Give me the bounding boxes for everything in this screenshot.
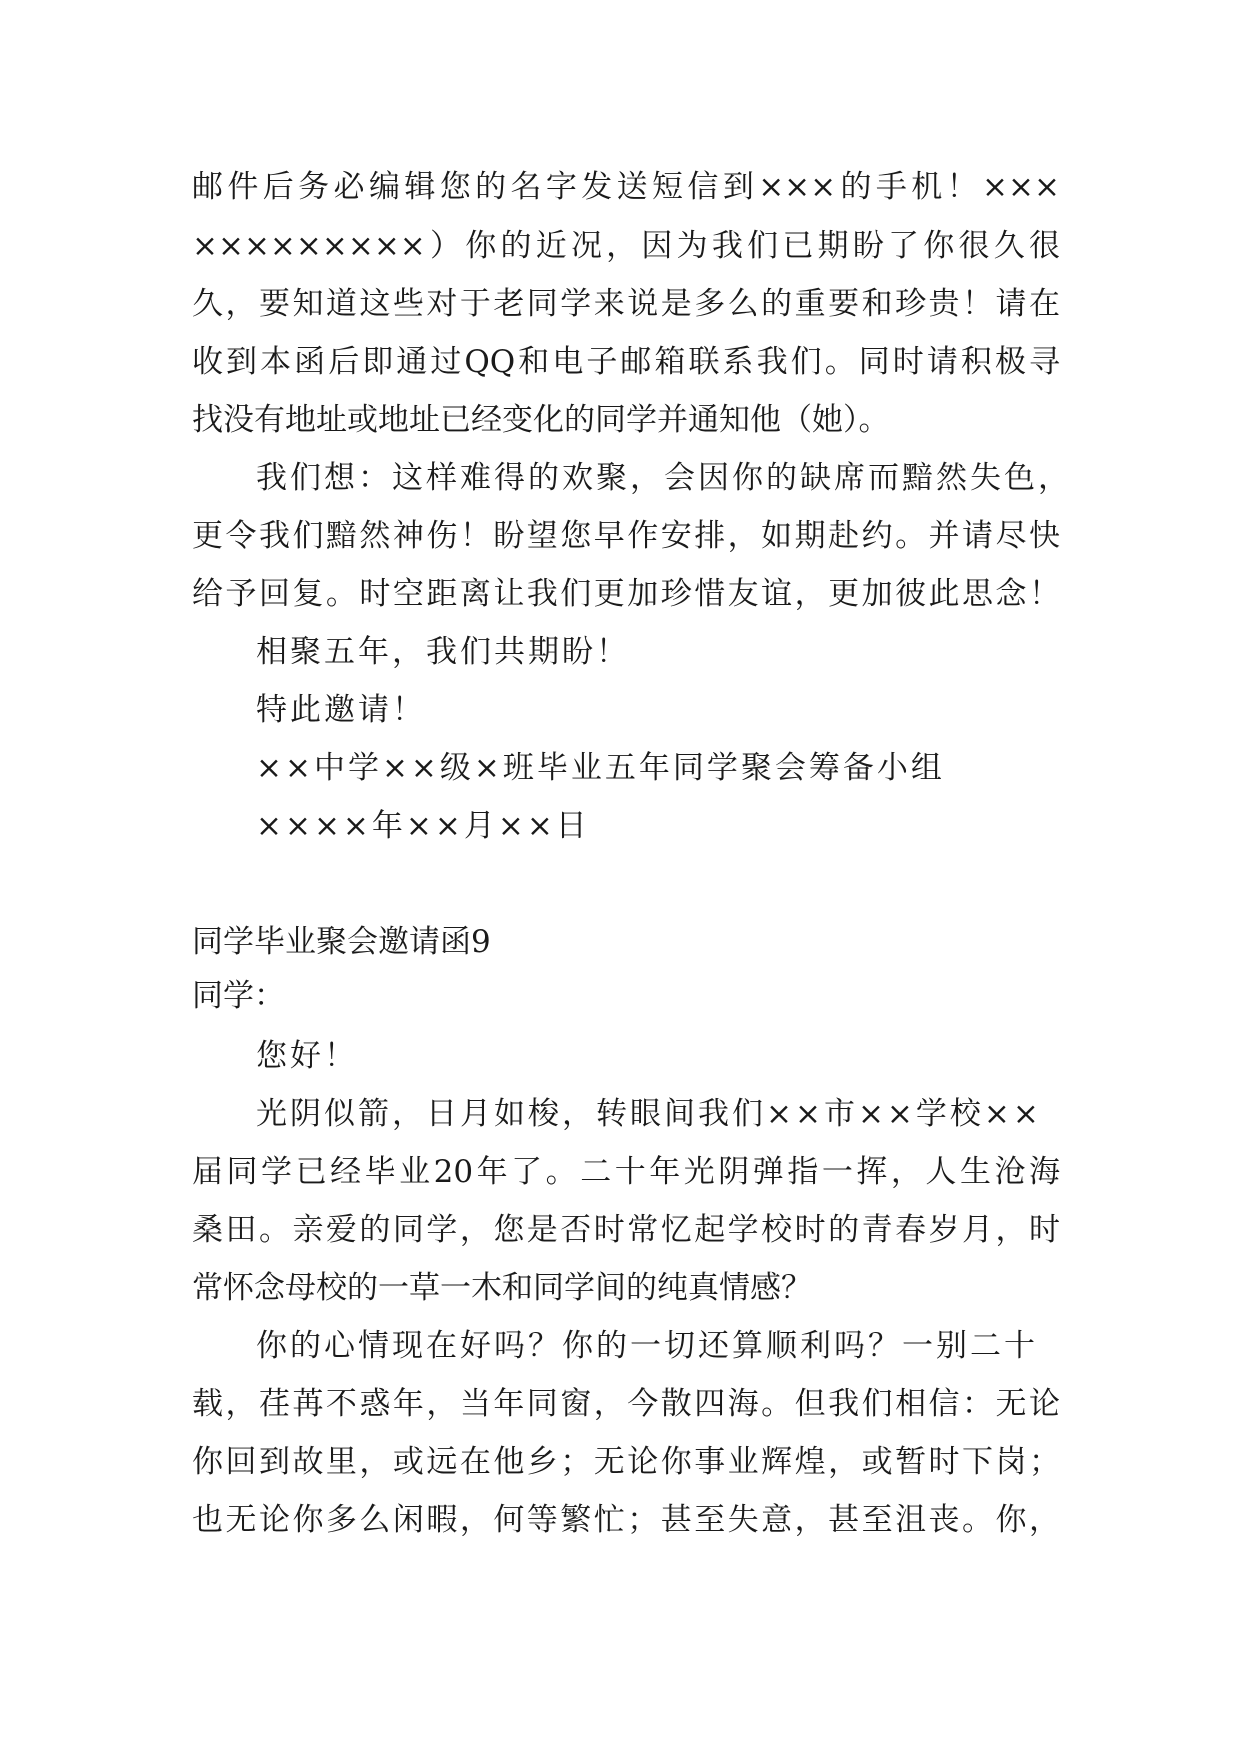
closing-line: 特此邀请！ [256,692,426,728]
paragraph-line: 更令我们黯然神伤！盼望您早作安排，如期赴约。并请尽快 [192,518,1060,554]
paragraph-line: 收到本函后即通过QQ和电子邮箱联系我们。同时请积极寻 [192,344,1060,380]
paragraph-line: 给予回复。时空距离让我们更加珍惜友谊，更加彼此思念！ [192,576,1060,612]
paragraph-line: 也无论你多么闲暇，何等繁忙；甚至失意，甚至沮丧。你， [192,1502,1060,1538]
paragraph-line: 你回到故里，或远在他乡；无论你事业辉煌，或暂时下岗； [192,1444,1060,1480]
paragraph-line: 桑田。亲爱的同学，您是否时常忆起学校时的青春岁月，时 [192,1212,1060,1248]
paragraph-line: 届同学已经毕业20年了。二十年光阴弹指一挥，人生沧海 [192,1154,1060,1190]
section-title: 同学毕业聚会邀请函9 [192,924,491,960]
paragraph-line: 邮件后务必编辑您的名字发送短信到×××的手机！××× [192,169,1060,205]
paragraph-line: 常怀念母校的一草一木和同学间的纯真情感？ [192,1270,812,1306]
signature-line: ××中学××级×班毕业五年同学聚会筹备小组 [256,750,945,786]
greeting: 您好！ [256,1038,358,1074]
paragraph-line: 久，要知道这些对于老同学来说是多么的重要和珍贵！请在 [192,286,1060,322]
paragraph-line: ×××××××××）你的近况，因为我们已期盼了你很久很 [192,228,1060,264]
closing-line: 相聚五年，我们共期盼！ [256,634,630,670]
paragraph-line: 载，荏苒不惑年，当年同窗，今散四海。但我们相信：无论 [192,1386,1060,1422]
date-line: ××××年××月××日 [256,808,590,844]
paragraph-line: 光阴似箭，日月如梭，转眼间我们××市××学校×× [256,1096,1042,1132]
salutation: 同学： [192,978,285,1014]
paragraph-line: 找没有地址或地址已经变化的同学并通知他（她）。 [192,402,890,438]
paragraph-line: 我们想：这样难得的欢聚，会因你的缺席而黯然失色， [256,460,1072,496]
paragraph-line: 你的心情现在好吗？你的一切还算顺利吗？一别二十 [256,1328,1038,1364]
